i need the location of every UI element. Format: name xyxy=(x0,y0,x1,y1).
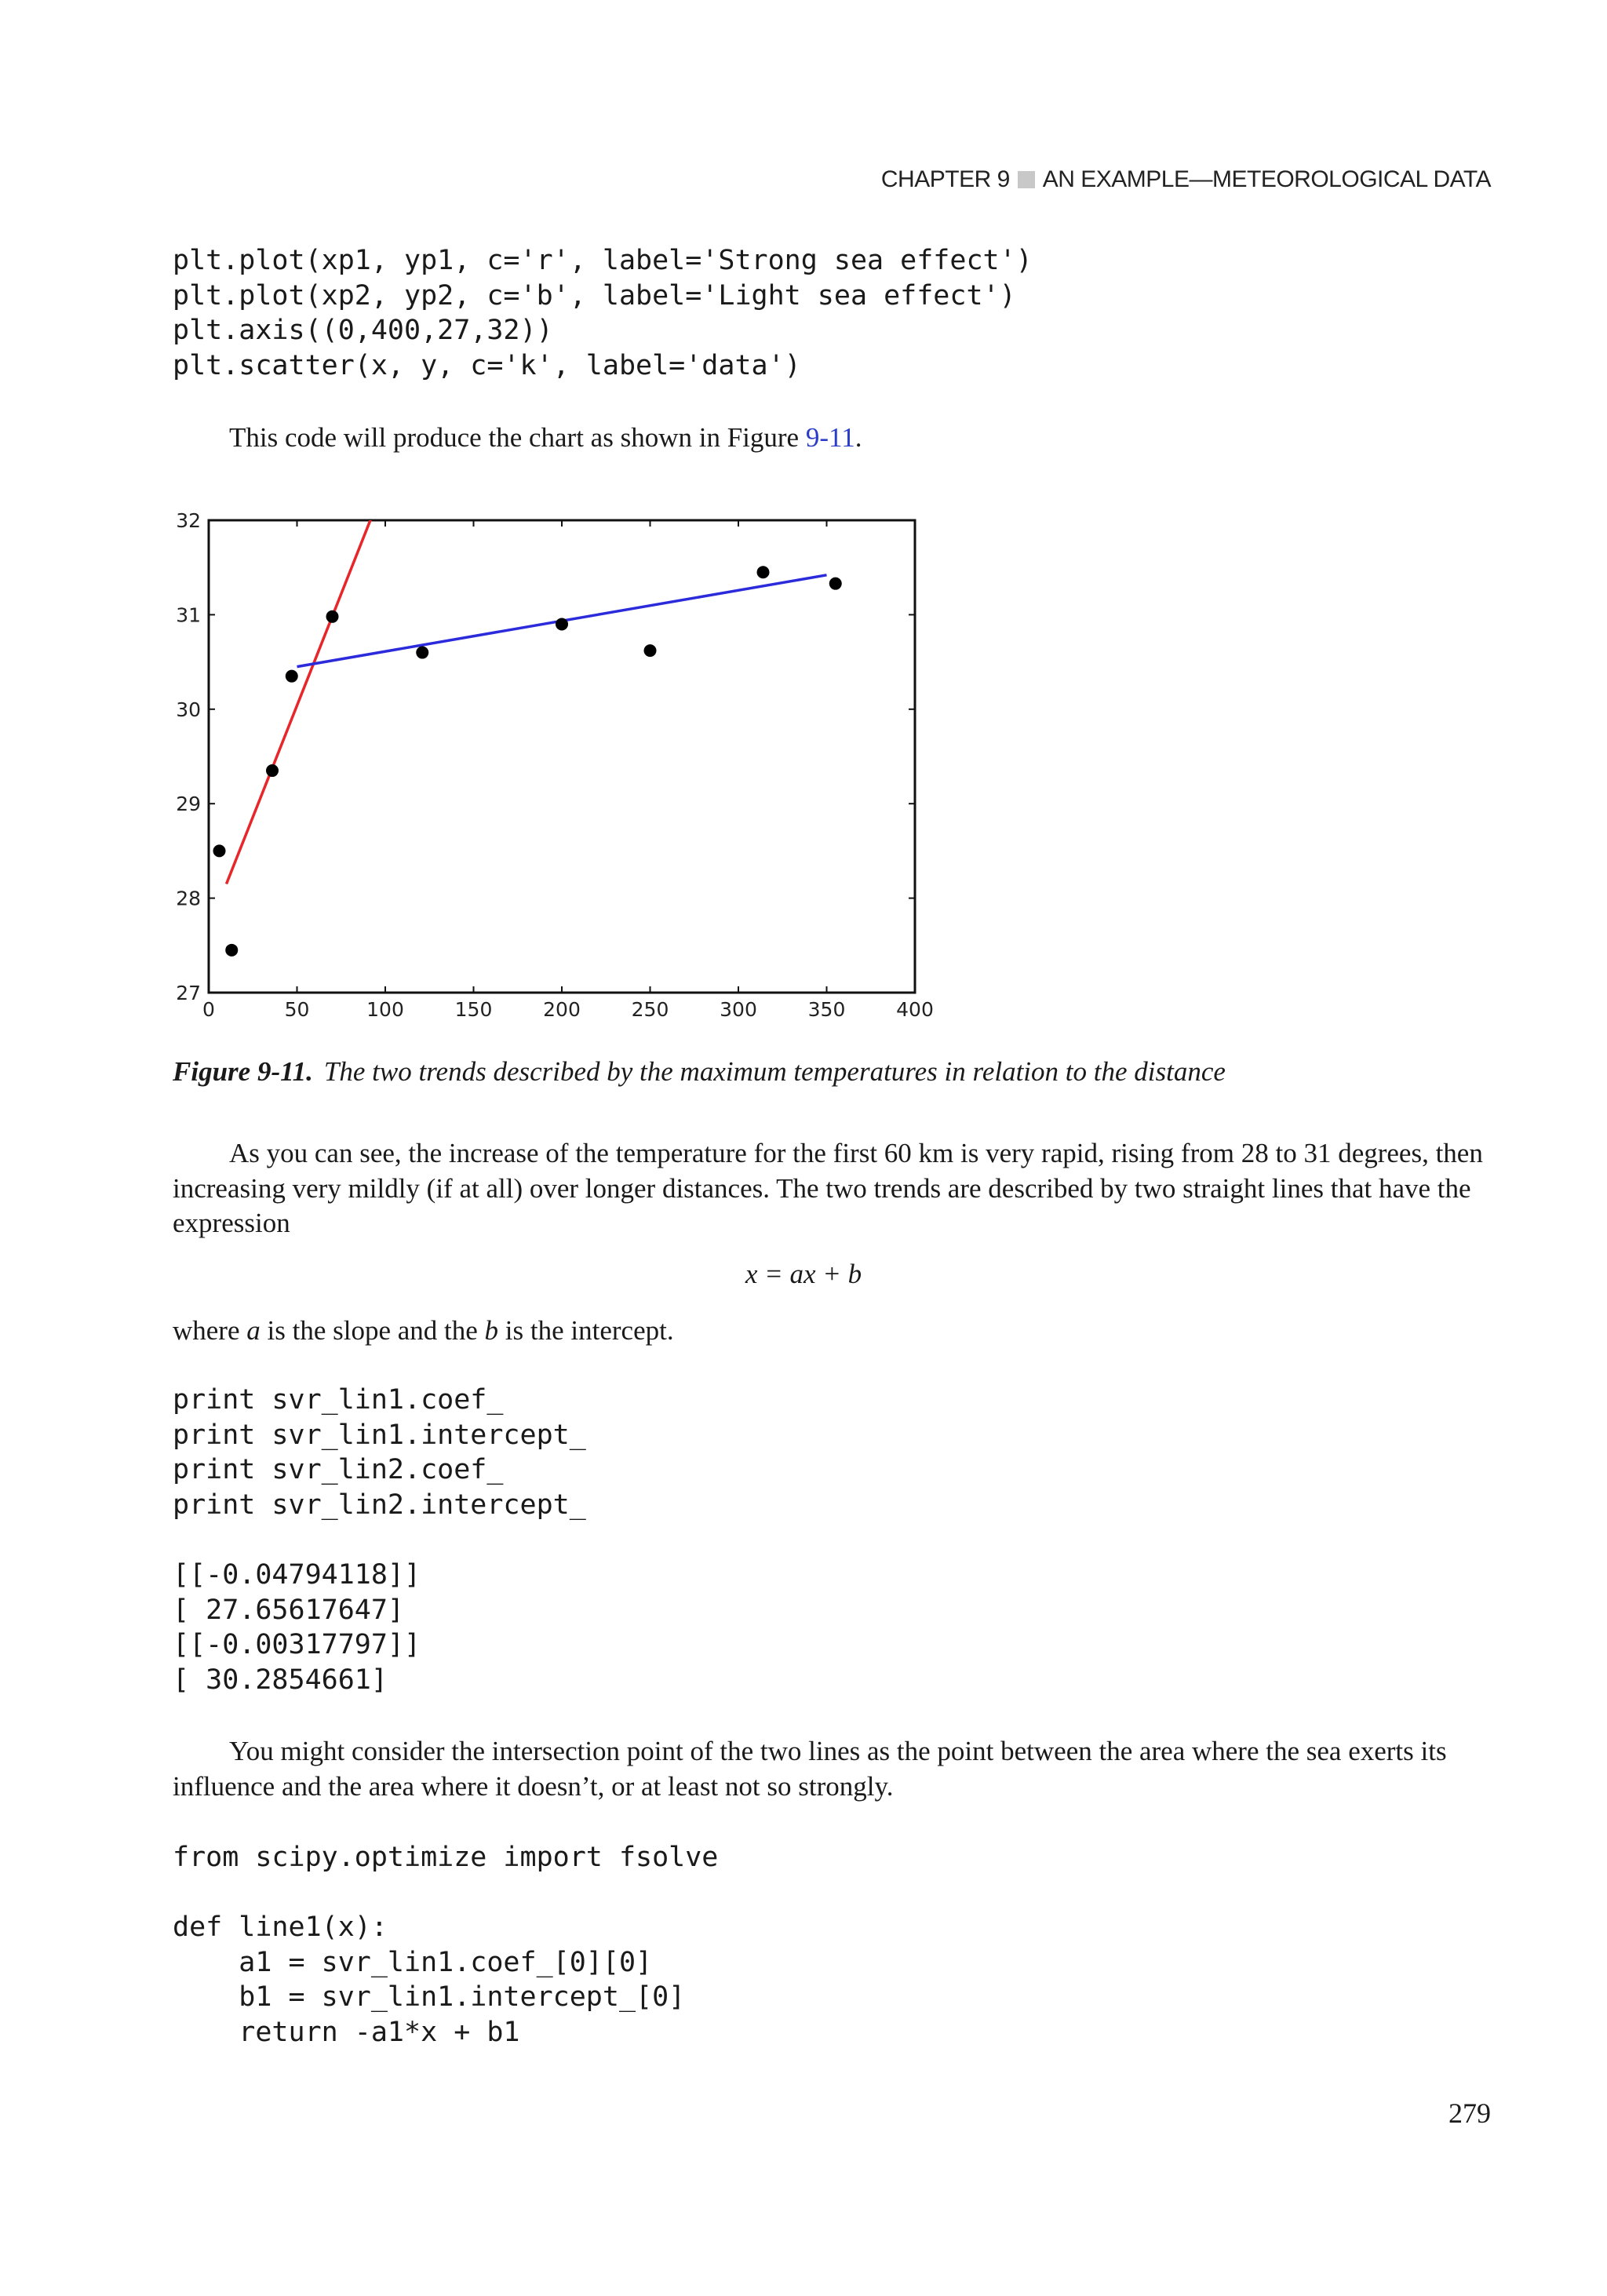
caption-number: Figure 9-11. xyxy=(173,1056,313,1087)
intro-paragraph xyxy=(173,421,1491,456)
code-block-plot: plt.plot(xp1, yp1, c='r', label='Strong sea effect') plt.plot(xp2, yp2, c='b', label='Light sea effect') plt.axis((0,400,27,32)) plt.scatter(x, y, c='k', label='data') xyxy=(173,245,1033,381)
scatter-chart xyxy=(157,494,942,1028)
data-point-9 xyxy=(829,578,842,590)
x-tick-label-2: 100 xyxy=(366,998,404,1021)
slope-text-2: is the slope and the xyxy=(260,1315,485,1346)
page-number: 279 xyxy=(1448,2097,1491,2129)
paragraph-slope-intercept xyxy=(173,1314,1491,1349)
figure-link[interactable]: 9-11 xyxy=(805,422,855,453)
x-tick-label-0: 0 xyxy=(202,998,215,1021)
figure-9-11-chart xyxy=(157,494,942,1028)
data-point-8 xyxy=(757,566,770,578)
code-block-fsolve: from scipy.optimize import fsolve def line1(x): a1 = svr_lin1.coef_[0][0] b1 = svr_lin1.intercept_[0] return -a1*x + b1 xyxy=(173,1842,719,2048)
x-tick-label-6: 300 xyxy=(720,998,757,1021)
y-tick-label-2: 29 xyxy=(176,793,201,816)
paragraph-intersection: You might consider the intersection point of the two lines as the point between the area where the sea exerts its influence and the area where it doesn’t, or at least not so strongly. xyxy=(173,1736,1447,1802)
y-tick-label-1: 28 xyxy=(176,887,201,910)
code-block-print: print svr_lin1.coef_ print svr_lin1.intercept_ print svr_lin2.coef_ print svr_lin2.intercept_ xyxy=(173,1384,586,1521)
x-tick-label-3: 150 xyxy=(454,998,493,1021)
x-tick-label-1: 50 xyxy=(284,998,310,1021)
slope-var-b: b xyxy=(484,1315,499,1346)
data-point-7 xyxy=(644,644,657,657)
x-tick-label-5: 250 xyxy=(631,998,669,1021)
slope-text-3: is the intercept. xyxy=(498,1315,674,1346)
y-tick-label-5: 32 xyxy=(176,509,201,532)
x-tick-label-8: 400 xyxy=(896,998,934,1021)
slope-var-a: a xyxy=(246,1315,261,1346)
y-tick-label-3: 30 xyxy=(176,698,201,721)
x-tick-label-7: 350 xyxy=(807,998,846,1021)
code-output: [[-0.04794118]] [ 27.65617647] [[-0.00317797]] [ 30.2854661] xyxy=(173,1559,421,1696)
figure-caption xyxy=(173,1056,1226,1088)
caption-text: The two trends described by the maximum temperatures in relation to the distance xyxy=(323,1056,1226,1087)
slope-text-1: where xyxy=(173,1315,247,1346)
intro-text: This code will produce the chart as shown in Figure xyxy=(229,422,806,453)
data-point-1 xyxy=(225,944,238,957)
running-header xyxy=(881,166,1491,193)
data-point-4 xyxy=(326,610,339,623)
intro-end: . xyxy=(855,422,862,453)
data-point-2 xyxy=(266,764,279,777)
x-tick-label-4: 200 xyxy=(543,998,581,1021)
chapter-label: CHAPTER 9 xyxy=(880,166,1010,192)
data-point-5 xyxy=(416,647,428,659)
data-point-3 xyxy=(286,670,298,683)
y-tick-label-0: 27 xyxy=(176,982,201,1004)
header-separator-square xyxy=(1018,171,1035,188)
paragraph-trend-description: As you can see, the increase of the temperature for the first 60 km is very rapid, rising from 28 to 31 degrees, then increasing very mildly (if at all) over longer distances. The two trends are described by two straight lines that have the expression xyxy=(173,1138,1483,1238)
data-point-6 xyxy=(556,618,568,630)
y-tick-label-4: 31 xyxy=(176,603,201,627)
data-point-0 xyxy=(213,844,226,857)
line-equation: x = ax + b xyxy=(745,1259,862,1289)
chapter-title: AN EXAMPLE—METEOROLOGICAL DATA xyxy=(1042,166,1491,192)
plot-frame xyxy=(209,520,915,993)
